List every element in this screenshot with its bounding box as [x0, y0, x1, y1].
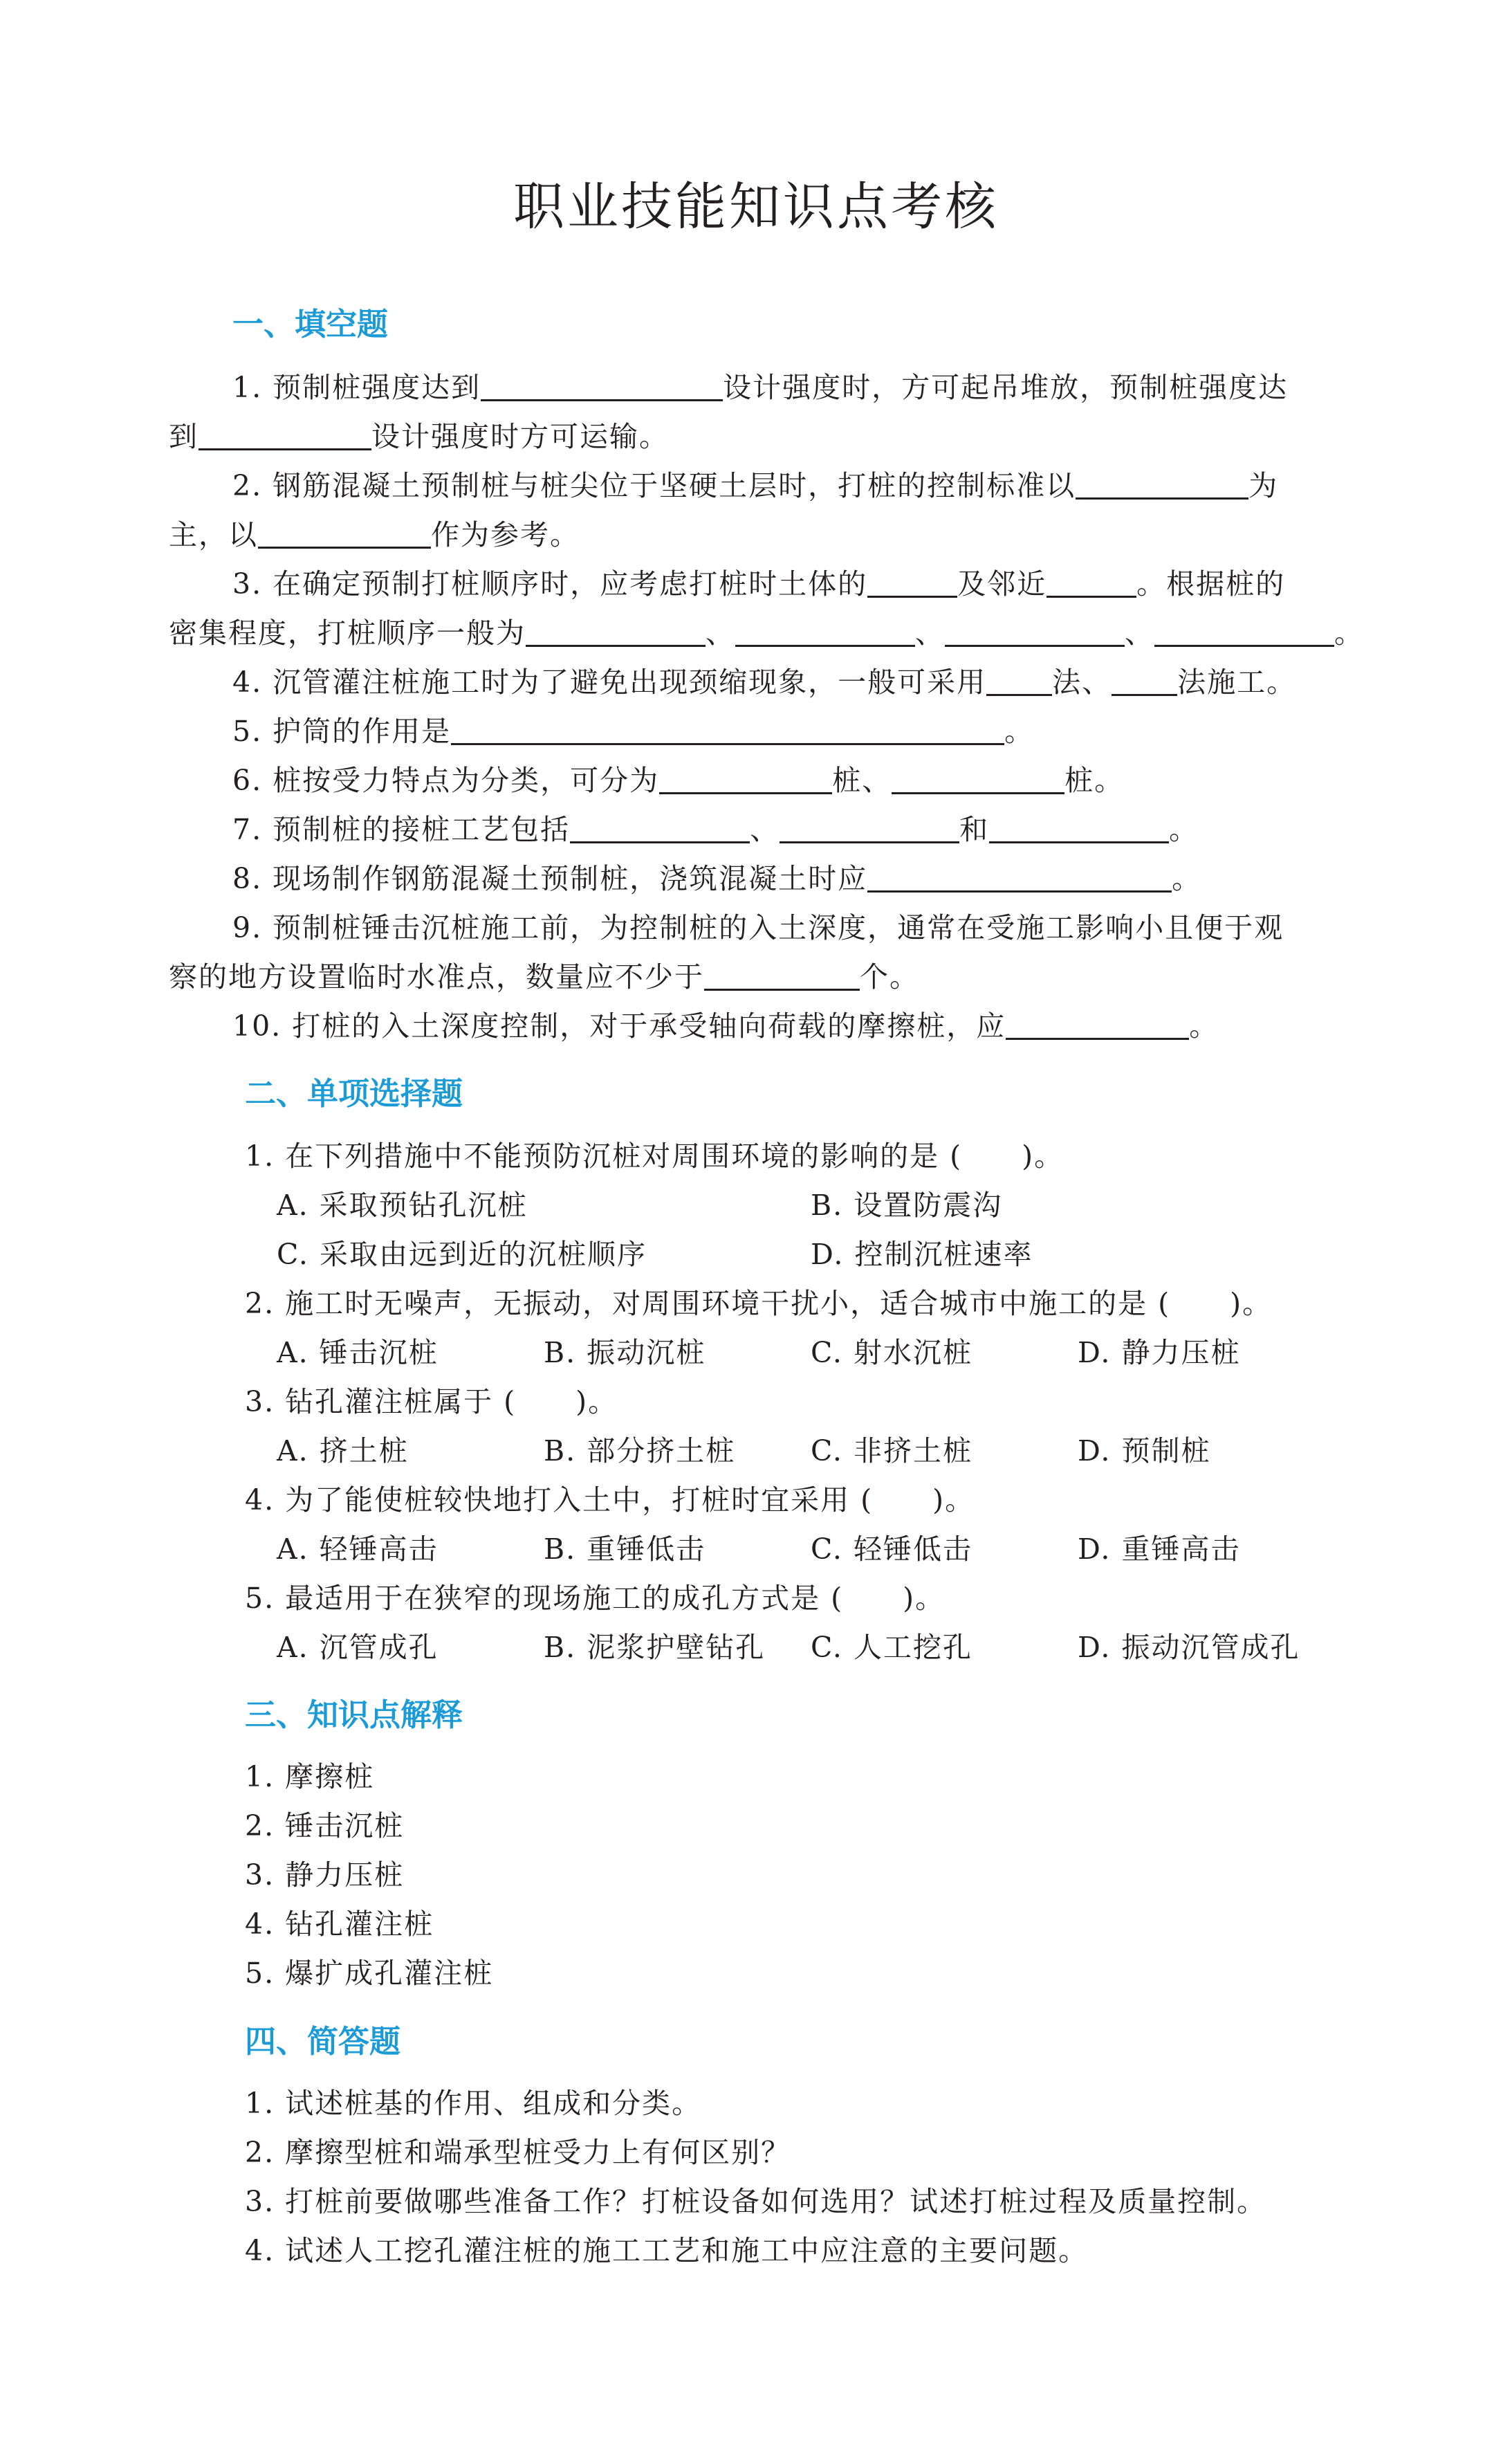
choice-5-option-d[interactable]: D. 振动沉管成孔	[1078, 1631, 1300, 1664]
explain-item-2: 2. 锤击沉桩	[245, 1809, 405, 1842]
section-heading-single-choice: 二、单项选择题	[245, 1075, 463, 1112]
question-text: 法施工。	[1177, 666, 1297, 699]
answer-blank[interactable]	[481, 374, 723, 401]
question-text: 。	[1004, 715, 1035, 748]
fill-question-7	[232, 813, 1199, 846]
choice-question-2: 2. 施工时无噪声，无振动，对周围环境干扰小，适合城市中施工的是 ( )。	[245, 1287, 1273, 1320]
question-text: 设计强度时方可运输。	[371, 420, 669, 453]
choice-question-5: 5. 最适用于在狭窄的现场施工的成孔方式是 ( )。	[245, 1582, 946, 1615]
question-text: 9. 预制桩锤击沉桩施工前，为控制桩的入土深度，通常在受施工影响小且便于观	[232, 911, 1284, 944]
answer-blank[interactable]	[1154, 620, 1334, 647]
answer-blank[interactable]	[1112, 669, 1177, 696]
question-text: 、	[1125, 616, 1154, 650]
question-text: 2. 钢筋混凝土预制桩与桩尖位于坚硬土层时，打桩的控制标准以	[232, 469, 1076, 502]
answer-blank[interactable]	[1047, 571, 1136, 598]
question-text: 及邻近	[957, 567, 1047, 601]
choice-2-option-a[interactable]: A. 锤击沉桩	[277, 1336, 439, 1369]
choice-3-option-b[interactable]: B. 部分挤土桩	[544, 1434, 736, 1467]
question-text: 。	[1169, 813, 1199, 846]
question-text: 。根据桩的	[1136, 567, 1286, 601]
choice-1-option-a[interactable]: A. 采取预钻孔沉桩	[277, 1189, 528, 1222]
section-heading-short-answer: 四、简答题	[245, 2023, 401, 2060]
choice-3-option-a[interactable]: A. 挤土桩	[277, 1434, 409, 1467]
answer-blank[interactable]	[1076, 473, 1248, 500]
choice-1-option-c[interactable]: C. 采取由远到近的沉桩顺序	[277, 1238, 647, 1271]
fill-question-4	[232, 668, 1296, 697]
fill-question-5	[232, 717, 1034, 746]
question-text: 桩。	[1064, 764, 1125, 797]
question-text: 7. 预制桩的接桩工艺包括	[232, 813, 571, 846]
choice-5-option-b[interactable]: B. 泥浆护壁钻孔	[544, 1631, 766, 1664]
explain-item-5: 5. 爆扩成孔灌注桩	[245, 1957, 494, 1990]
question-text: 5. 护筒的作用是	[232, 715, 452, 748]
fill-question-9-line-1	[232, 911, 1284, 944]
question-text: 、	[915, 616, 945, 650]
answer-blank[interactable]	[199, 423, 371, 450]
choice-question-4: 4. 为了能使桩较快地打入土中，打桩时宜采用 ( )。	[245, 1483, 975, 1517]
page-title: 职业技能知识点考核	[513, 177, 999, 237]
choice-4-option-b[interactable]: B. 重锤低击	[544, 1532, 706, 1566]
answer-blank[interactable]	[451, 718, 1004, 745]
choice-1-option-d[interactable]: D. 控制沉桩速率	[811, 1238, 1033, 1271]
answer-blank[interactable]	[1006, 1013, 1189, 1040]
fill-question-2-line-2	[169, 518, 580, 551]
short-answer-2: 2. 摩擦型桩和端承型桩受力上有何区别？	[245, 2136, 791, 2169]
question-text: 、	[706, 616, 735, 650]
question-text: 察的地方设置临时水准点，数量应不少于	[169, 960, 704, 994]
choice-3-option-d[interactable]: D. 预制桩	[1078, 1434, 1211, 1467]
question-text: 主，以	[169, 518, 258, 551]
choice-question-1: 1. 在下列措施中不能预防沉桩对周围环境的影响的是 ( )。	[245, 1140, 1064, 1173]
answer-blank[interactable]	[526, 620, 706, 647]
explain-item-3: 3. 静力压桩	[245, 1858, 405, 1892]
question-text: 密集程度，打桩顺序一般为	[169, 616, 526, 650]
answer-blank[interactable]	[780, 816, 959, 843]
question-text: 、	[750, 813, 780, 846]
answer-blank[interactable]	[735, 620, 915, 647]
explain-item-1: 1. 摩擦桩	[245, 1760, 375, 1793]
short-answer-3: 3. 打桩前要做哪些准备工作？打桩设备如何选用？试述打桩过程及质量控制。	[245, 2185, 1267, 2218]
question-text: 。	[1334, 616, 1364, 650]
question-text: 。	[1189, 1009, 1219, 1043]
question-text: 作为参考。	[431, 518, 580, 551]
fill-question-6	[232, 764, 1125, 797]
answer-blank[interactable]	[986, 669, 1052, 696]
question-text: 个。	[860, 960, 919, 994]
fill-question-9-line-2	[169, 960, 919, 994]
fill-question-8	[232, 862, 1202, 895]
answer-blank[interactable]	[867, 866, 1172, 893]
fill-question-2-line-1	[232, 469, 1279, 502]
answer-blank[interactable]	[945, 620, 1125, 647]
choice-5-option-a[interactable]: A. 沉管成孔	[277, 1631, 439, 1664]
choice-5-option-c[interactable]: C. 人工挖孔	[811, 1631, 972, 1664]
choice-3-option-c[interactable]: C. 非挤土桩	[811, 1434, 972, 1467]
question-text: 10. 打桩的入土深度控制，对于承受轴向荷载的摩擦桩，应	[232, 1009, 1006, 1043]
question-text: 桩、	[832, 764, 892, 797]
question-text: 和	[959, 813, 990, 846]
question-text: 。	[1172, 862, 1202, 895]
choice-question-3: 3. 钻孔灌注桩属于 ( )。	[245, 1385, 618, 1418]
answer-blank[interactable]	[989, 816, 1169, 843]
choice-2-option-b[interactable]: B. 振动沉桩	[544, 1336, 706, 1369]
question-text: 4. 沉管灌注桩施工时为了避免出现颈缩现象，一般可采用	[232, 666, 987, 699]
answer-blank[interactable]	[892, 767, 1064, 794]
question-text: 设计强度时，方可起吊堆放，预制桩强度达	[723, 371, 1289, 404]
answer-blank[interactable]	[704, 964, 860, 991]
choice-4-option-d[interactable]: D. 重锤高击	[1078, 1532, 1241, 1566]
section-heading-fill-blank: 一、填空题	[232, 306, 389, 342]
question-text: 法、	[1052, 666, 1112, 699]
question-text: 3. 在确定预制打桩顺序时，应考虑打桩时土体的	[232, 567, 868, 601]
section-heading-concept-explanation: 三、知识点解释	[245, 1696, 463, 1733]
fill-question-3-line-2	[169, 616, 1364, 650]
choice-4-option-a[interactable]: A. 轻锤高击	[277, 1532, 439, 1566]
answer-blank[interactable]	[258, 522, 431, 549]
fill-question-1-line-2	[169, 420, 669, 453]
choice-1-option-b[interactable]: B. 设置防震沟	[811, 1189, 1003, 1222]
fill-question-1-line-1	[232, 371, 1289, 404]
explain-item-4: 4. 钻孔灌注桩	[245, 1907, 434, 1941]
question-text: 1. 预制桩强度达到	[232, 371, 481, 404]
short-answer-1: 1. 试述桩基的作用、组成和分类。	[245, 2087, 702, 2120]
fill-question-10	[232, 1009, 1219, 1043]
question-text: 8. 现场制作钢筋混凝土预制桩，浇筑混凝土时应	[232, 862, 868, 895]
choice-2-option-d[interactable]: D. 静力压桩	[1078, 1336, 1241, 1369]
question-text: 到	[169, 420, 199, 453]
question-text: 为	[1248, 469, 1279, 502]
answer-blank[interactable]	[570, 816, 750, 843]
question-text: 6. 桩按受力特点为分类，可分为	[232, 764, 660, 797]
answer-blank[interactable]	[867, 571, 957, 598]
choice-4-option-c[interactable]: C. 轻锤低击	[811, 1532, 972, 1566]
short-answer-4: 4. 试述人工挖孔灌注桩的施工工艺和施工中应注意的主要问题。	[245, 2234, 1089, 2267]
choice-2-option-c[interactable]: C. 射水沉桩	[811, 1336, 972, 1369]
fill-question-3-line-1	[232, 567, 1286, 601]
answer-blank[interactable]	[659, 767, 832, 794]
